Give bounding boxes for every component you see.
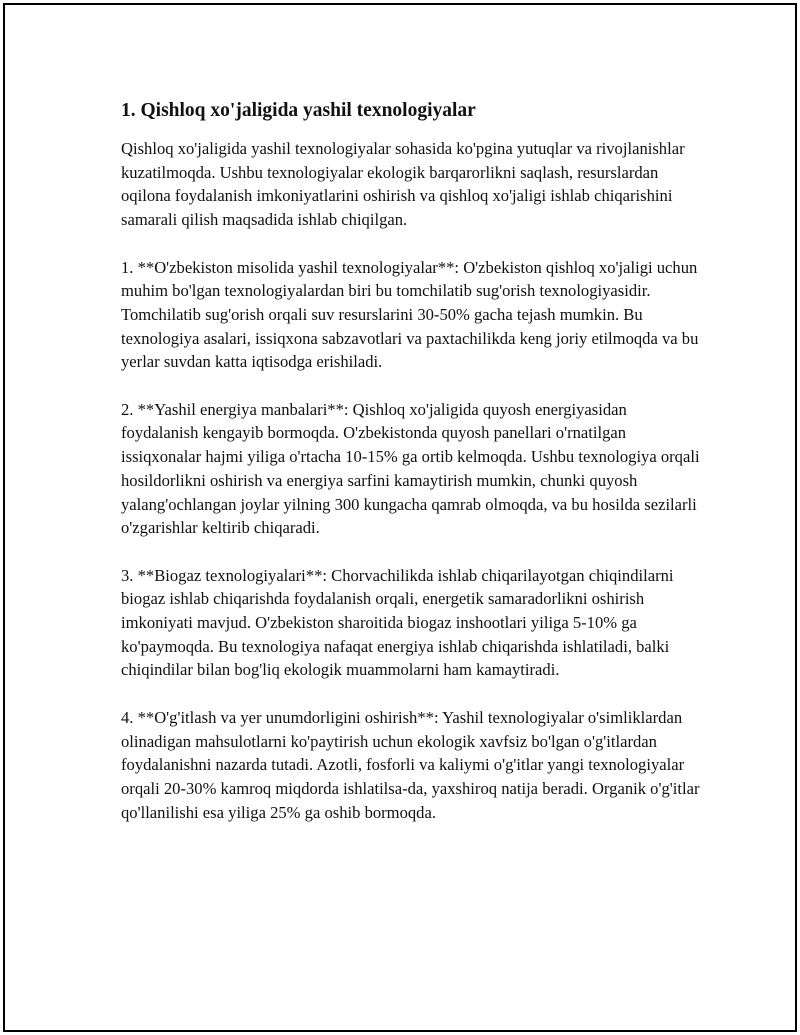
document-body bbox=[121, 97, 701, 848]
intro-paragraph: Qishloq xo'jaligida yashil texnologiyalar sohasida ko'pgina yutuqlar va rivojlanishlar kuzatilmoqda. Ushbu texnologiyalar ekologik barqarorlikni saqlash, resurslardan oqilona foydalanish imkoniyatlarini oshirish va qishloq xo'jaligi ishlab chiqarishini samarali qilish maqsadida ishlab chiqilgan. bbox=[121, 139, 685, 230]
paragraph-green-energy: 2. **Yashil energiya manbalari**: Qishloq xo'jaligida quyosh energiyasidan foydalanish kengayib bormoqda. O'zbekistonda quyosh panellari o'rnatilgan issiqxonalar hajmi yiliga o'rtacha 10-15% ga ortib kelmoqda. Ushbu texnologiya orqali hosildorlikni oshirish va energiya sarfini kamaytirish mumkin, chunki quyosh yalang'ochlangan joylar yilning 300 kungacha qamrab olmoqda, va bu hosilda sezilarli o'zgarishlar keltirib chiqaradi. bbox=[121, 399, 700, 538]
document-page bbox=[3, 3, 797, 1032]
paragraph-drip-irrigation: 1. **O'zbekiston misolida yashil texnologiyalar**: O'zbekiston qishloq xo'jaligi uchun muhim bo'lgan texnologiyalardan biri bu tomchilatib sug'orish texnologiyasidir. Tomchilatib sug'orish orqali suv resurslarini 30-50% gacha tejash mumkin. Bu texnologiya asalari, issiqxona sabzavotlari va paxtachilikda keng joriy etilmoqda va bu yerlar suvdan katta iqtisodga erishiladi. bbox=[121, 257, 699, 372]
paragraph-fertilization: 4. **O'g'itlash va yer unumdorligini oshirish**: Yashil texnologiyalar o'simliklardan olinadigan mahsulotlarni ko'paytirish uchun ekologik xavfsiz bo'lgan o'g'itlardan foydalanishni nazarda tutadi. Azotli, fosforli va kaliymi o'g'itlar yangi texnologiyalar orqali 20-30% kamroq miqdorda ishlatilsa-da, yaxshiroq natija beradi. Organik o'g'itlar qo'llanilishi esa yiliga 25% ga oshib bormoqda. bbox=[121, 707, 700, 822]
paragraph-biogas: 3. **Biogaz texnologiyalari**: Chorvachilikda ishlab chiqarilayotgan chiqindilarni biogaz ishlab chiqarishda foydalanish orqali, energetik samaradorlikni oshirish imkoniyati mavjud. O'zbekiston sharoitida biogaz inshootlari yiliga 5-10% ga ko'paymoqda. Bu texnologiya nafaqat energiya ishlab chiqarishda ishlatiladi, balki chiqindilar bilan bog'liq ekologik muammolarni ham kamaytiradi. bbox=[121, 565, 674, 680]
document-title: 1. Qishloq xo'jaligida yashil texnologiyalar bbox=[121, 100, 476, 121]
